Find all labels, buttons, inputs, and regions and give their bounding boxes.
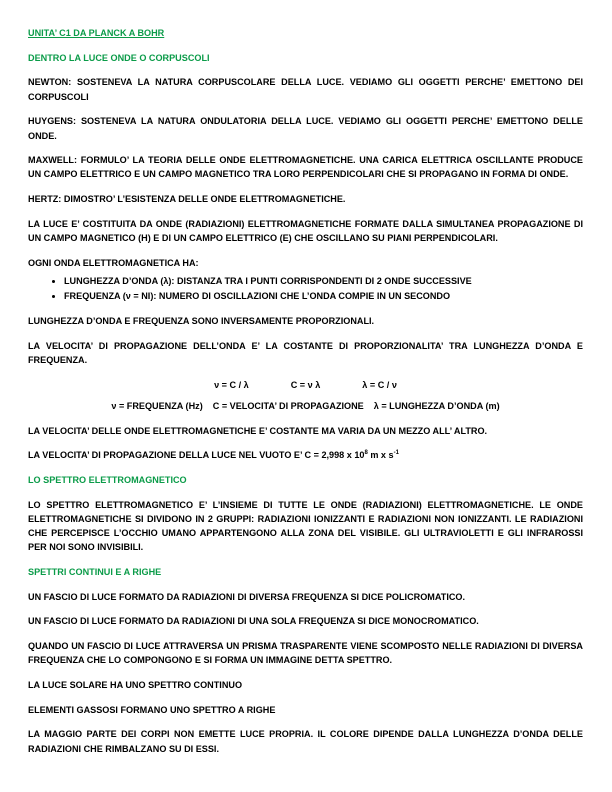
paragraph-light-composition: LA LUCE E’ COSTITUITA DA ONDE (RADIAZIONI) ELETTROMAGNETICHE FORMATE DALLA SIMULTANEA PROPAGAZIONE DI UN CAMPO MAGNETICO (H) E DI UN CAMPO ELETTRICO (E) CHE OSCILLANO SU PIANI PERPENDICOLARI. (28, 218, 583, 244)
paragraph-gas-spectrum: ELEMENTI GASSOSI FORMANO UNO SPETTRO A RIGHE (28, 704, 276, 715)
section-heading-spectra: SPETTRI CONTINUI E A RIGHE (28, 566, 162, 577)
paragraph-spectrum: LO SPETTRO ELETTROMAGNETICO E’ L’INSIEME DI TUTTE LE ONDE (RADIAZIONI) ELETTROMAGNETICHE. LE ONDE ELETTROMAGNETICHE SI DIVIDONO IN 2 GRUPPI: RADIAZIONI IONIZZANTI E RADIAZIONI NON IONIZZANTI. LE RADIAZIONI CHE PERCEPISCE L’OCCHIO UMANO APPARTENGONO ALLA ZONA DEL VISIBILE. GLI ULTRAVIOLETTI E GLI INFRAROSSI PER NOI SONO INVISIBILI. (28, 499, 583, 553)
paragraph-prism: QUANDO UN FASCIO DI LUCE ATTRAVERSA UN PRISMA TRASPARENTE VIENE SCOMPOSTO NELLE RADIAZIONI DI DIVERSA FREQUENZA CHE LO COMPONGONO E SI FORMA UN IMMAGINE DETTA SPETTRO. (28, 641, 583, 666)
formula-line (28, 378, 583, 392)
paragraph-each-wave: OGNI ONDA ELETTROMAGNETICA HA: (28, 257, 199, 268)
paragraph-newton: NEWTON: SOSTENEVA LA NATURA CORPUSCOLARE DELLA LUCE. VEDIAMO GLI OGGETTI PERCHE’ EMETTONO DEI CORPUSCOLI (28, 77, 583, 102)
formula-frequency: ν = C / λ (214, 379, 249, 390)
list-item: • FREQUENZA (ν = NI): NUMERO DI OSCILLAZIONI CHE L’ONDA COMPIE IN UN SECONDO (64, 289, 583, 304)
formula-velocity: C = ν λ (290, 379, 321, 390)
paragraph-solar-spectrum: LA LUCE SOLARE HA UNO SPETTRO CONTINUO (28, 679, 243, 690)
legend-wavelength: λ = LUNGHEZZA D’ONDA (m) (373, 400, 500, 411)
section-heading-spectrum: LO SPETTRO ELETTROMAGNETICO (28, 474, 187, 485)
document-title: UNITA’ C1 DA PLANCK A BOHR (28, 28, 165, 38)
paragraph-inverse-proportion: LUNGHEZZA D’ONDA E FREQUENZA SONO INVERSAMENTE PROPORZIONALI. (28, 316, 375, 327)
legend-velocity: C = VELOCITA’ DI PROPAGAZIONE (212, 400, 364, 411)
paragraph-body-color: LA MAGGIO PARTE DEI CORPI NON EMETTE LUCE PROPRIA. IL COLORE DIPENDE DALLA LUNGHEZZA D’ONDA DELLE RADIAZIONI CHE RIMBALZANO SU DI ESSI. (28, 729, 583, 754)
paragraph-vacuum-speed (28, 448, 583, 462)
wave-properties-list (28, 274, 583, 304)
section-heading-light: DENTRO LA LUCE ONDE O CORPUSCOLI (28, 52, 210, 63)
paragraph-velocity-constant: LA VELOCITA’ DI PROPAGAZIONE DELL’ONDA E’ LA COSTANTE DI PROPORZIONALITA’ TRA LUNGHEZZA D’ONDA E FREQUENZA. (28, 340, 583, 365)
paragraph-polychromatic: UN FASCIO DI LUCE FORMATO DA RADIAZIONI DI DIVERSA FREQUENZA SI DICE POLICROMATICO. (28, 591, 466, 602)
exponent: 8 (364, 450, 368, 457)
exponent: -1 (393, 450, 399, 457)
paragraph-maxwell: MAXWELL: FORMULO’ LA TEORIA DELLE ONDE ELETTROMAGNETICHE. UNA CARICA ELETTRICA OSCILLANTE PRODUCE UN CAMPO ELETTRICO E UN CAMPO MAGNETICO TRA LORO PERPENDICOLARI CHE SI PROPAGANO IN FORMA DI ONDE. (28, 155, 583, 180)
formula-legend (28, 399, 583, 413)
list-item: • LUNGHEZZA D’ONDA (λ): DISTANZA TRA I PUNTI CORRISPONDENTI DI 2 ONDE SUCCESSIVE (64, 274, 583, 289)
legend-frequency: ν = FREQUENZA (Hz) (111, 400, 203, 411)
paragraph-monochromatic: UN FASCIO DI LUCE FORMATO DA RADIAZIONI DI UNA SOLA FREQUENZA SI DICE MONOCROMATICO. (28, 616, 479, 627)
paragraph-hertz: HERTZ: DIMOSTRO’ L’ESISTENZA DELLE ONDE ELETTROMAGNETICHE. (28, 194, 346, 205)
paragraph-huygens: HUYGENS: SOSTENEVA LA NATURA ONDULATORIA DELLA LUCE. VEDIAMO GLI OGGETTI PERCHE’ EMETTONO DELLE ONDE. (28, 116, 583, 141)
unit-text: m x s (367, 450, 394, 461)
vacuum-speed-text: LA VELOCITA’ DI PROPAGAZIONE DELLA LUCE NEL VUOTO E’ C = 2,998 x 10 (28, 450, 365, 461)
document-body (28, 26, 583, 766)
formula-wavelength: λ = C / ν (362, 379, 397, 390)
paragraph-velocity-variation: LA VELOCITA’ DELLE ONDE ELETTROMAGNETICHE E’ COSTANTE MA VARIA DA UN MEZZO ALL’ ALTRO. (28, 425, 488, 436)
